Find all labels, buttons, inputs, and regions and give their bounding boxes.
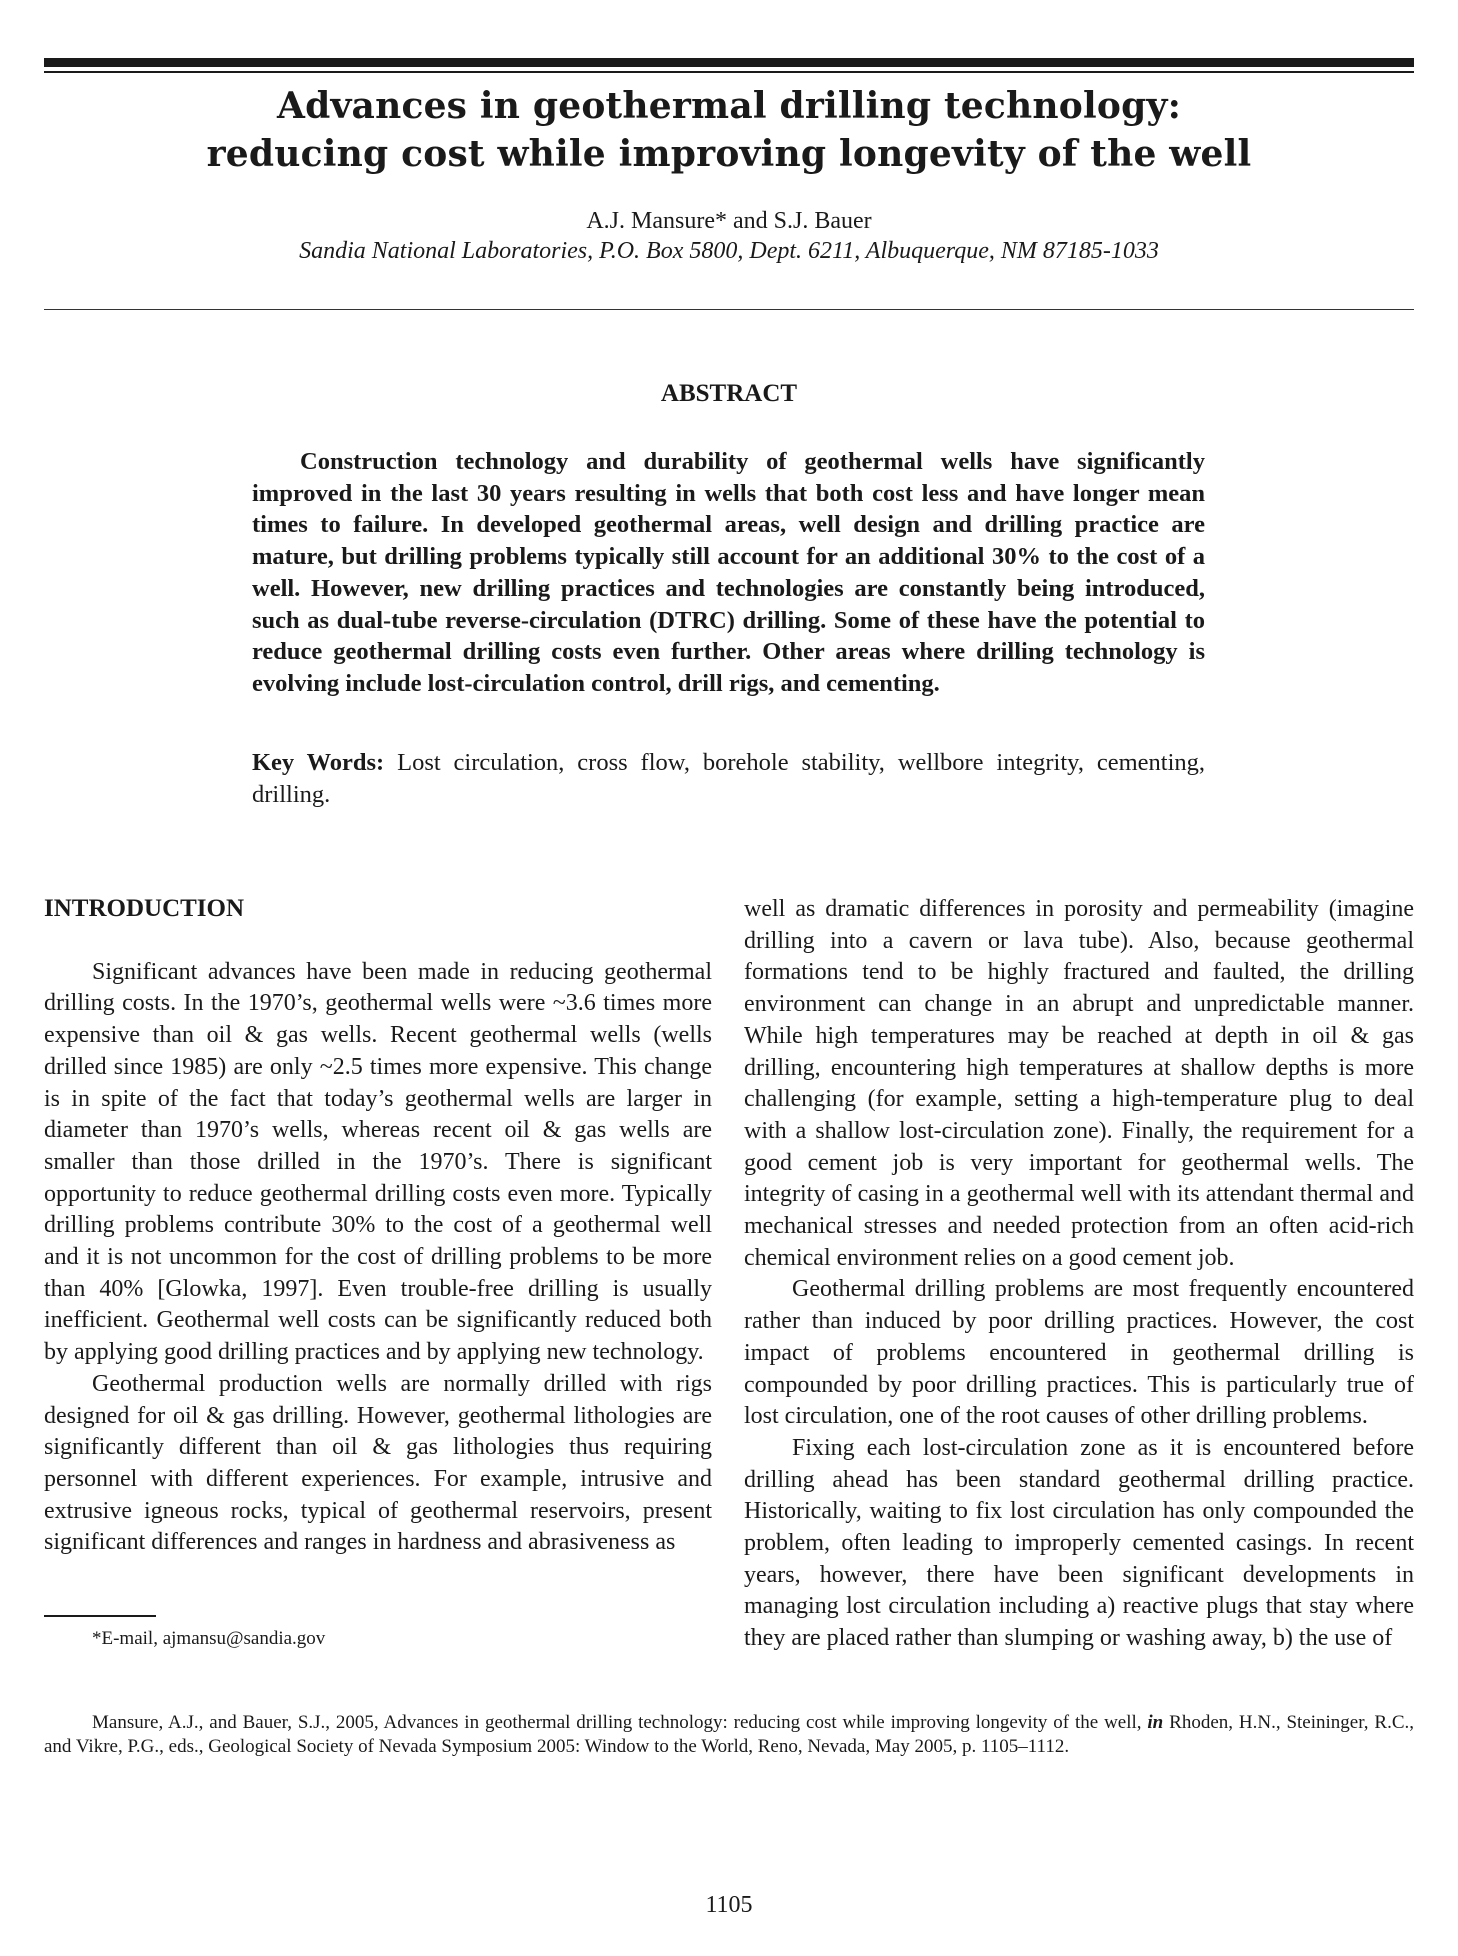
citation — [44, 1711, 1414, 1759]
right-column — [744, 894, 1414, 1655]
header-rule-thick — [44, 58, 1414, 67]
keywords-label: Key Words: — [252, 749, 385, 776]
intro-paragraph: Fixing each lost-circulation zone as it is encountered before drilling ahead has been standard geothermal drilling practice. Historically, waiting to fix lost circulation has only compounded the problem, often leading to improperly cemented casings. In recent years, however, there have been significant developments in managing lost circulation including a) reactive plugs that stay where they are placed rather than slumping or washing away, b) the use of — [744, 1434, 1414, 1652]
keywords — [252, 747, 1205, 810]
citation-in: in — [1147, 1712, 1164, 1733]
intro-paragraph: Significant advances have been made in reducing geothermal drilling costs. In the 1970’s, geothermal wells were ~3.6 times more expensive than oil & gas wells. Recent geothermal wells (wells drilled since 1985) are only ~2.5 times more expensive. This change is in spite of the fact that today’s geothermal wells are larger in diameter than 1970’s wells, whereas recent oil & gas wells are smaller than those drilled in the 1970’s. There is significant opportunity to reduce geothermal drilling costs even more. Typically drilling problems contribute 30% to the cost of a geothermal well and it is not uncommon for the cost of drilling problems to be more than 40% [Glowka, 1997]. Even trouble-free drilling is usually inefficient. Geothermal well costs can be significantly reduced both by applying good drilling practices and by applying new technology. — [44, 958, 712, 1366]
intro-paragraph: Geothermal production wells are normally drilled with rigs designed for oil & gas drilling. However, geothermal lithologies are significantly different than oil & gas lithologies thus requiring personnel with different experiences. For example, intrusive and extrusive igneous rocks, typical of geothermal reservoirs, present significant differences and ranges in hardness and abrasiveness as — [44, 1370, 712, 1556]
keywords-text: Lost circulation, cross flow, borehole stability, wellbore integrity, cementing, drilling. — [252, 749, 1206, 808]
title-line-2: reducing cost while improving longevity of the well — [206, 133, 1252, 175]
header-rule-thin — [44, 71, 1414, 73]
citation-part-1: Mansure, A.J., and Bauer, S.J., 2005, Advances in geothermal drilling technology: reducing cost while improving longevity of the well, — [92, 1712, 1142, 1733]
authors: A.J. Mansure* and S.J. Bauer — [586, 208, 872, 234]
paper-title — [44, 82, 1414, 178]
footnote-rule — [44, 1615, 156, 1617]
page-number: 1105 — [705, 1892, 753, 1918]
abstract-heading: ABSTRACT — [660, 380, 798, 407]
intro-paragraph: Geothermal drilling problems are most frequently encountered rather than induced by poor drilling practices. However, the cost impact of problems encountered in geothermal drilling is compounded by poor drilling practices. This is particularly true of lost circulation, one of the root causes of other drilling problems. — [744, 1276, 1414, 1430]
affiliation: Sandia National Laboratories, P.O. Box 5800, Dept. 6211, Albuquerque, NM 87185-1033 — [299, 238, 1159, 264]
introduction-heading: INTRODUCTION — [44, 895, 245, 922]
citation-part-2: Rhoden, H.N., Steininger, R.C., and Vikre, P.G., eds., Geological Society of Nevada Symposium 2005: Window to the World, Reno, Nevada, May 2005, p. 1105–1112. — [44, 1712, 1414, 1757]
left-column — [44, 893, 712, 1559]
abstract-body: Construction technology and durability of geothermal wells have significantly improved in the last 30 years resulting in wells that both cost less and have longer mean times to failure. In developed geothermal areas, well design and drilling practice are mature, but drilling problems typically still account for an additional 30% to the cost of a well. However, new drilling practices and technologies are constantly being introduced, such as dual-tube reverse-circulation (DTRC) drilling. Some of these have the potential to reduce geothermal drilling costs even further. Other areas where drilling technology is evolving include lost-circulation control, drill rigs, and cementing. — [252, 448, 1205, 697]
title-line-1: Advances in geothermal drilling technology: — [276, 85, 1182, 127]
footnote-email: *E-mail, ajmansu@sandia.gov — [92, 1628, 326, 1649]
divider-rule — [44, 309, 1414, 310]
intro-paragraph: well as dramatic differences in porosity and permeability (imagine drilling into a cavern or lava tube). Also, because geothermal formations tend to be highly fractured and faulted, the drilling environment can change in an abrupt and unpredictable manner. While high temperatures may be reached at depth in oil & gas drilling, encountering high temperatures at shallow depths is more challenging (for example, setting a high-temperature plug to deal with a shallow lost-circulation zone). Finally, the requirement for a good cement job is very important for geothermal wells. The integrity of casing in a geothermal well with its attendant thermal and mechanical stresses and needed protection from an often acid-rich chemical environment relies on a good cement job. — [744, 896, 1414, 1271]
